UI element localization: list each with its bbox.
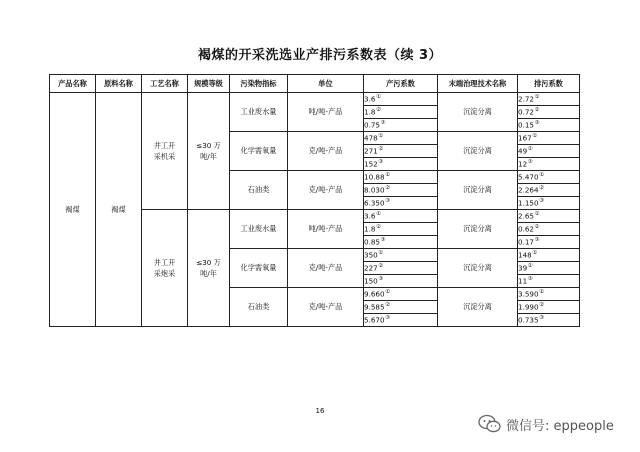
material-cell: 褐煤 [96, 93, 142, 327]
discharge-value-cell [518, 275, 580, 288]
unit-cell: 克/吨-产品 [288, 288, 364, 327]
wechat-icon [478, 414, 502, 434]
discharge-value: 0.15 [518, 120, 535, 130]
scale-label: ≤30 万吨/年 [196, 140, 221, 161]
condition-marker: ② [378, 263, 384, 270]
pollutant-cell: 化学需氧量 [230, 132, 288, 171]
generation-value-cell [364, 171, 438, 184]
condition-marker: ② [539, 302, 545, 309]
header-pollutant: 污染物指标 [230, 75, 288, 93]
treatment-tech-cell: 沉淀分离 [438, 93, 518, 132]
process-label: 井工开采炮采 [153, 257, 176, 278]
generation-value-cell [364, 275, 438, 288]
scale-label: ≤30 万吨/年 [196, 257, 221, 278]
generation-value: 3.6 [364, 211, 376, 221]
pollutant-cell: 工业废水量 [230, 93, 288, 132]
discharge-value-cell [518, 249, 580, 262]
treatment-tech-cell: 沉淀分离 [438, 288, 518, 327]
generation-value: 227 [364, 263, 378, 273]
discharge-value: 39 [518, 263, 528, 273]
generation-value: 478 [364, 133, 378, 143]
condition-marker: ② [375, 224, 381, 231]
generation-value-cell [364, 249, 438, 262]
header-process: 工艺名称 [142, 75, 188, 93]
condition-marker: ② [385, 185, 391, 192]
condition-marker: ② [385, 302, 391, 309]
discharge-value: 11 [518, 276, 528, 286]
discharge-value-cell [518, 119, 580, 132]
header-unit: 单位 [288, 75, 364, 93]
discharge-value: 0.735 [518, 315, 539, 325]
generation-value: 350 [364, 250, 378, 260]
generation-value-cell [364, 119, 438, 132]
condition-marker: ③ [378, 159, 384, 166]
generation-value-cell [364, 106, 438, 119]
generation-value: 9.660 [364, 289, 385, 299]
generation-value: 9.585 [364, 302, 385, 312]
condition-marker: ① [378, 133, 384, 140]
discharge-value-cell [518, 158, 580, 171]
condition-marker: ① [539, 172, 545, 179]
discharge-value: 167 [518, 133, 532, 143]
treatment-tech-cell: 沉淀分离 [438, 132, 518, 171]
discharge-value: 148 [518, 250, 532, 260]
generation-value-cell [364, 210, 438, 223]
condition-marker: ① [532, 250, 538, 257]
condition-marker: ③ [527, 159, 533, 166]
product-cell: 褐煤 [50, 93, 96, 327]
condition-marker: ③ [534, 237, 540, 244]
condition-marker: ① [385, 289, 391, 296]
condition-marker: ③ [534, 120, 540, 127]
header-scale: 规模等级 [188, 75, 230, 93]
discharge-value: 1.150 [518, 198, 539, 208]
process-cell [142, 210, 188, 327]
treatment-tech-cell: 沉淀分离 [438, 171, 518, 210]
generation-value-cell [364, 145, 438, 158]
generation-value: 8.030 [364, 185, 385, 195]
emission-coefficient-table [49, 74, 580, 327]
generation-value-cell [364, 236, 438, 249]
generation-value: 6.350 [364, 198, 385, 208]
page-title: 褐煤的开采洗选业产排污系数表（续 3） [197, 48, 443, 63]
discharge-value-cell [518, 93, 580, 106]
condition-marker: ③ [539, 315, 545, 322]
condition-marker: ② [539, 185, 545, 192]
discharge-value: 3.590 [518, 289, 539, 299]
condition-marker: ① [532, 133, 538, 140]
condition-marker: ② [375, 107, 381, 114]
condition-marker: ③ [539, 198, 545, 205]
watermark [478, 414, 614, 434]
scale-cell [188, 93, 230, 210]
table-row [50, 93, 580, 106]
discharge-value-cell [518, 301, 580, 314]
generation-value-cell [364, 223, 438, 236]
discharge-value-cell [518, 262, 580, 275]
generation-value: 0.85 [364, 237, 381, 247]
condition-marker: ② [527, 263, 533, 270]
condition-marker: ③ [527, 276, 533, 283]
header-material: 原料名称 [96, 75, 142, 93]
condition-marker: ① [375, 94, 381, 101]
condition-marker: ③ [380, 237, 386, 244]
discharge-value: 2.264 [518, 185, 539, 195]
discharge-value-cell [518, 236, 580, 249]
generation-value: 271 [364, 146, 378, 156]
process-cell [142, 93, 188, 210]
table-header-row [50, 75, 580, 93]
generation-value-cell [364, 301, 438, 314]
condition-marker: ② [534, 107, 540, 114]
condition-marker: ① [385, 172, 391, 179]
discharge-value-cell [518, 314, 580, 327]
generation-value: 0.75 [364, 120, 381, 130]
pollutant-cell: 工业废水量 [230, 210, 288, 249]
discharge-value: 2.72 [518, 94, 535, 104]
generation-value-cell [364, 184, 438, 197]
condition-marker: ① [375, 211, 381, 218]
discharge-value-cell [518, 106, 580, 119]
generation-value: 1.8 [364, 107, 376, 117]
discharge-value-cell [518, 210, 580, 223]
process-label: 井工开采机采 [153, 140, 176, 161]
unit-cell: 克/吨-产品 [288, 249, 364, 288]
generation-value: 5.670 [364, 315, 385, 325]
generation-value: 3.6 [364, 94, 376, 104]
condition-marker: ③ [385, 315, 391, 322]
discharge-value-cell [518, 184, 580, 197]
header-product: 产品名称 [50, 75, 96, 93]
discharge-value-cell [518, 171, 580, 184]
header-treatment-tech: 末端治理技术名称 [438, 75, 518, 93]
condition-marker: ① [534, 94, 540, 101]
unit-cell: 克/吨-产品 [288, 171, 364, 210]
unit-cell: 吨/吨-产品 [288, 93, 364, 132]
generation-value-cell [364, 197, 438, 210]
generation-value-cell [364, 158, 438, 171]
discharge-value: 2.65 [518, 211, 535, 221]
generation-value: 152 [364, 159, 378, 169]
pollutant-cell: 石油类 [230, 288, 288, 327]
generation-value: 1.8 [364, 224, 376, 234]
generation-value: 10.88 [364, 172, 385, 182]
discharge-value: 0.62 [518, 224, 535, 234]
condition-marker: ① [378, 250, 384, 257]
condition-marker: ③ [380, 120, 386, 127]
watermark-text: 微信号: eppeople [506, 418, 614, 434]
discharge-value: 12 [518, 159, 528, 169]
discharge-value: 5.470 [518, 172, 539, 182]
header-discharge-coef: 排污系数 [518, 75, 580, 93]
discharge-value: 1.990 [518, 302, 539, 312]
discharge-value-cell [518, 197, 580, 210]
pollutant-cell: 化学需氧量 [230, 249, 288, 288]
generation-value-cell [364, 132, 438, 145]
discharge-value-cell [518, 132, 580, 145]
condition-marker: ① [534, 211, 540, 218]
generation-value-cell [364, 288, 438, 301]
condition-marker: ③ [378, 276, 384, 283]
condition-marker: ① [539, 289, 545, 296]
generation-value-cell [364, 314, 438, 327]
condition-marker: ③ [385, 198, 391, 205]
scale-cell [188, 210, 230, 327]
discharge-value-cell [518, 223, 580, 236]
treatment-tech-cell: 沉淀分离 [438, 210, 518, 249]
generation-value-cell [364, 93, 438, 106]
discharge-value: 49 [518, 146, 528, 156]
generation-value-cell [364, 262, 438, 275]
treatment-tech-cell: 沉淀分离 [438, 249, 518, 288]
page-number: 16 [315, 407, 325, 415]
unit-cell: 克/吨-产品 [288, 132, 364, 171]
unit-cell: 吨/吨-产品 [288, 210, 364, 249]
discharge-value: 0.17 [518, 237, 535, 247]
discharge-value-cell [518, 145, 580, 158]
generation-value: 150 [364, 276, 378, 286]
header-generation-coef: 产污系数 [364, 75, 438, 93]
discharge-value: 0.72 [518, 107, 535, 117]
condition-marker: ② [534, 224, 540, 231]
condition-marker: ② [527, 146, 533, 153]
pollutant-cell: 石油类 [230, 171, 288, 210]
discharge-value-cell [518, 288, 580, 301]
condition-marker: ② [378, 146, 384, 153]
